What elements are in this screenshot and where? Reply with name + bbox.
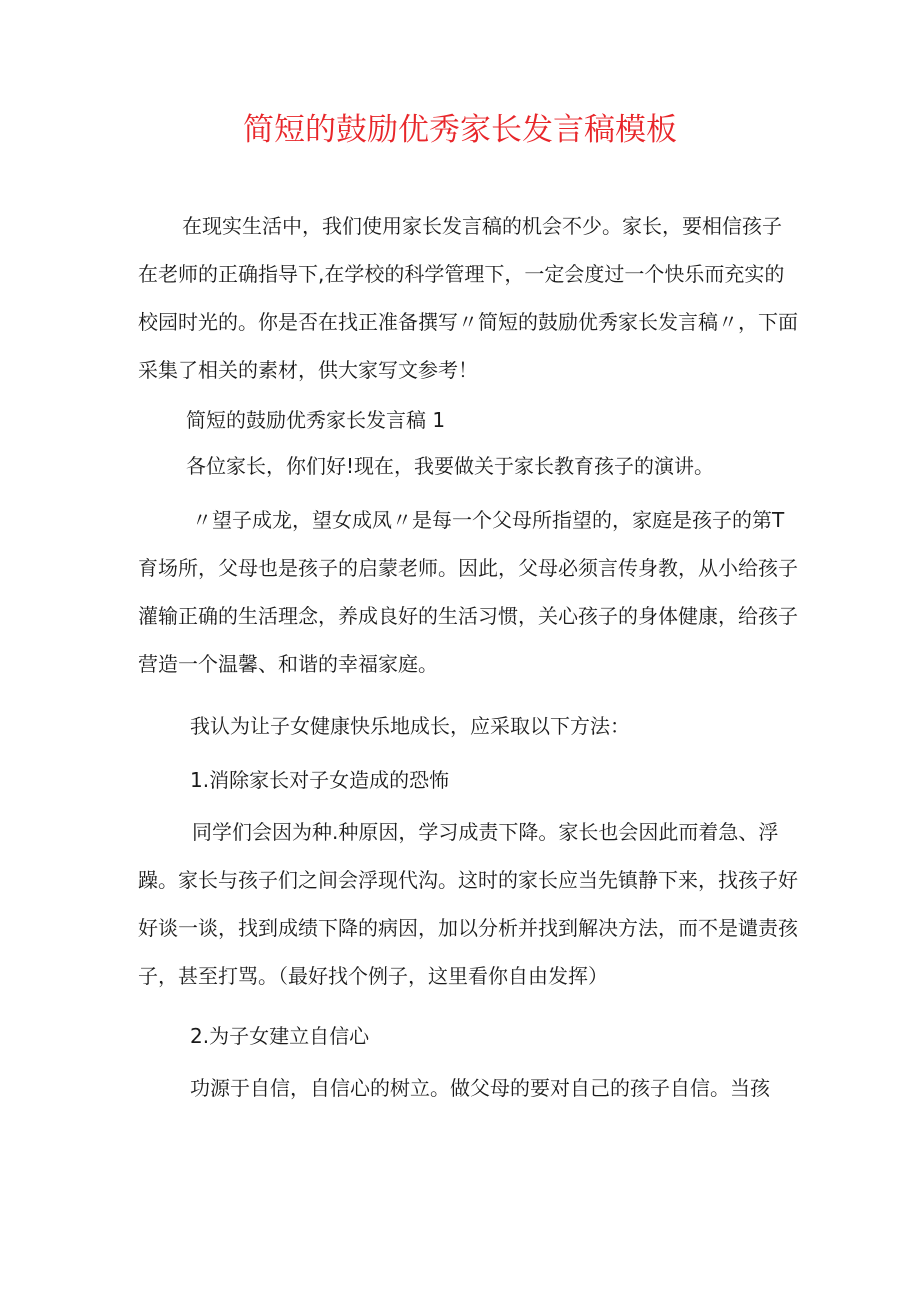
point2-heading: 2.为子女建立自信心 xyxy=(190,1024,370,1048)
intro-paragraph: 在现实生活中，我们使用家长发言稿的机会不少。家长，要相信孩子在老师的正确指导下,在学校的科学管理下，一定会度过一个快乐而充实的校园时光的。你是否在找正准备撰写〃简短的鼓励优秀家长发言稿〃，下面采集了相关的素材，供大家写文参考！ xyxy=(138,214,798,382)
proverb-paragraph: 〃望子成龙，望女成凤〃是每一个父母所指望的，家庭是孩子的第T育场所，父母也是孩子的启蒙老师。因此，父母必须言传身教，从小给孩子灌输正确的生活理念，养成良好的生活习惯，关心孩子的身体健康，给孩子营造一个温馨、和谐的幸福家庭。 xyxy=(138,508,798,676)
point2-body: 功源于自信，自信心的树立。做父母的要对自己的孩子自信。当孩 xyxy=(190,1076,770,1100)
document-title: 简短的鼓励优秀家长发言稿模板 xyxy=(243,112,677,148)
greeting-paragraph: 各位家长，你们好!现在，我要做关于家长教育孩子的演讲。 xyxy=(186,454,715,478)
section-heading: 简短的鼓励优秀家长发言稿 1 xyxy=(186,408,446,432)
methods-intro: 我认为让子女健康快乐地成长，应采取以下方法： xyxy=(190,714,630,738)
point1-body: 同学们会因为种.种原因，学习成责下降。家长也会因此而着急、浮躁。家长与孩子们之间会浮现代沟。这时的家长应当先镇静下来，找孩子好好谈一谈，找到成绩下降的病因，加以分析并找到解决方法，而不是谴责孩子，甚至打骂。（最好找个例子，这里看你自由发挥） xyxy=(138,820,798,988)
point1-heading: 1.消除家长对子女造成的恐怖 xyxy=(190,768,450,792)
